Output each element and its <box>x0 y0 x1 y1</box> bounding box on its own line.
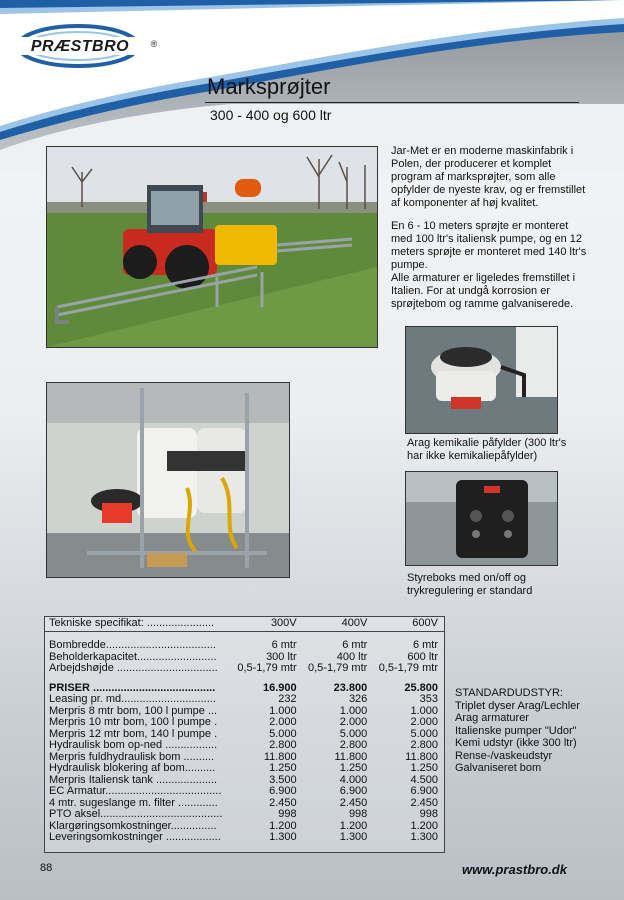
table-cell: 1.000 <box>339 704 368 717</box>
table-cell: Hydraulisk bom op-ned ................. <box>49 740 218 751</box>
table-cell: Leasing pr. md............................... <box>49 694 216 705</box>
table-row <box>45 775 444 787</box>
table-cell: 1.250 <box>339 762 368 774</box>
table-cell: 2.450 <box>269 796 297 809</box>
table-row <box>45 694 444 706</box>
table-cell: 11.800 <box>405 750 438 763</box>
title-rule <box>205 102 579 103</box>
table-cell: 1.300 <box>269 831 297 843</box>
table-cell: 6 mtr <box>342 639 368 651</box>
table-row <box>45 786 444 798</box>
svg-text:PRÆSTBRO: PRÆSTBRO <box>30 38 130 55</box>
standard-item: Galvaniseret bom <box>455 762 542 774</box>
intro-text <box>391 145 591 321</box>
control-box-caption: Styreboks med on/off og trykregulering er standard <box>407 572 533 597</box>
table-cell: Merpris fuldhydraulisk bom .......... <box>49 751 215 763</box>
page-subtitle: 300 - 400 og 600 ltr <box>210 107 332 123</box>
table-cell: 6.900 <box>339 785 368 797</box>
table-cell: 11.800 <box>334 750 368 763</box>
svg-text:®: ® <box>150 39 158 49</box>
table-row <box>45 798 444 810</box>
table-row <box>45 729 444 741</box>
table-row <box>45 752 444 764</box>
table-cell: 1.250 <box>269 762 297 774</box>
table-cell: 2.450 <box>410 796 438 809</box>
table-cell: PRISER ........................................ <box>49 682 216 694</box>
table-cell: 0,5-1,79 mtr <box>307 662 368 674</box>
spec-price-table <box>44 616 445 853</box>
table-row <box>45 809 444 821</box>
table-cell: Beholderkapacitet.......................... <box>49 651 217 663</box>
table-cell: 2.000 <box>269 716 297 728</box>
standard-heading: STANDARDUDSTYR: <box>455 687 563 699</box>
table-cell: 4.500 <box>410 773 438 786</box>
table-cell: 1.250 <box>410 762 438 774</box>
table-cell: Hydraulisk blokering af bom.......... <box>49 763 216 774</box>
table-cell: Arbejdshøjde ................................. <box>49 663 218 674</box>
standard-item: Rense-/vaskeudstyr <box>455 749 553 762</box>
standard-item: Arag armaturer <box>455 712 529 724</box>
table-cell: Merpris 12 mtr bom, 140 l pumpe . <box>49 728 218 740</box>
prices-header-row <box>45 683 444 695</box>
table-cell: 0,5-1,79 mtr <box>237 662 297 674</box>
table-cell: 2.800 <box>410 739 438 751</box>
table-cell: 600 ltr <box>407 650 438 663</box>
intro-paragraph: En 6 - 10 meters sprøjte er monteret med 100 ltr's italiensk pumpe, og en 12 meters sprøjte er monteret med 140 ltr's pumpe. <box>391 220 587 271</box>
table-cell: 6 mtr <box>271 639 297 651</box>
table-cell: EC Armatur...................................... <box>49 786 222 797</box>
intro-paragraph: Jar-Met er en moderne maskinfabrik i Polen, der producerer et komplet program af marksprøjter, som alle opfylder de nyeste krav, og er fremstillet af komponenter af høj kvalitet. <box>391 145 586 209</box>
table-cell: 300 ltr <box>266 650 297 663</box>
page-number: 88 <box>40 862 53 874</box>
table-cell: 4.000 <box>339 773 368 786</box>
website-link[interactable]: www.prastbro.dk <box>462 862 567 877</box>
table-cell: Merpris Italiensk tank .................... <box>49 774 218 786</box>
table-header-cell: 400V <box>303 617 374 632</box>
table-row <box>45 763 444 775</box>
table-cell: 2.000 <box>410 716 438 728</box>
control-box-photo <box>405 471 558 566</box>
table-cell: 2.450 <box>339 796 368 809</box>
table-header-cell: Tekniske specifikat: ...................... <box>45 617 232 632</box>
table-cell: 353 <box>419 693 438 705</box>
table-cell: 1.200 <box>269 819 297 832</box>
table-row <box>45 706 444 718</box>
table-cell: 2.800 <box>269 739 297 751</box>
table-cell: 1.300 <box>339 831 368 843</box>
table-row <box>45 717 444 729</box>
table-cell: Bombredde.................................... <box>49 640 216 651</box>
table-cell: 5.000 <box>410 727 438 740</box>
page-title: Marksprøjter <box>207 74 331 99</box>
table-cell: 232 <box>278 693 297 705</box>
table-header-cell: 300V <box>232 617 303 632</box>
table-cell: 1.000 <box>269 704 297 717</box>
table-cell: Klargøringsomkostninger............... <box>49 820 217 832</box>
table-row <box>45 663 444 675</box>
table-cell: 1.000 <box>410 704 438 717</box>
praestbro-logo <box>10 20 160 72</box>
table-cell: 6 mtr <box>412 639 438 651</box>
intro-paragraph: Alle armaturer er ligeledes fremstillet i Italien. For at undgå korrosion er sprøjtebom og ramme galvaniserede. <box>391 272 576 310</box>
table-cell: 0,5-1,79 mtr <box>378 662 438 674</box>
table-cell: 1.200 <box>339 819 368 832</box>
table-row <box>45 821 444 833</box>
table-cell: 400 ltr <box>336 650 368 663</box>
table-cell: 4 mtr. sugeslange m. filter ............. <box>49 797 218 809</box>
standard-item: Triplet dyser Arag/Lechler <box>455 699 580 712</box>
table-cell: 16.900 <box>262 681 297 694</box>
standard-item: Kemi udstyr (ikke 300 ltr) <box>455 737 577 749</box>
table-cell: 1.300 <box>410 831 438 843</box>
table-cell: 998 <box>278 808 297 820</box>
table-cell: 6.900 <box>269 785 297 797</box>
table-cell: 3.500 <box>269 773 297 786</box>
table-cell: Leveringsomkostninger .................. <box>49 832 221 843</box>
table-row <box>45 740 444 752</box>
table-cell: 5.000 <box>339 727 368 740</box>
table-cell: Merpris 8 mtr bom, 100 l pumpe ... <box>49 705 218 717</box>
tractor-sprayer-photo <box>46 146 378 348</box>
table-cell: 6.900 <box>410 785 438 797</box>
table-cell: 25.800 <box>404 681 438 694</box>
table-cell: 23.800 <box>333 681 368 694</box>
table-cell: 5.000 <box>269 727 297 740</box>
chemical-filler-photo <box>405 326 558 434</box>
table-cell: Merpris 10 mtr bom, 100 l pumpe . <box>49 717 218 728</box>
table-cell: 2.000 <box>339 716 368 728</box>
table-cell: PTO aksel........................................ <box>49 809 223 820</box>
table-cell: 326 <box>348 693 368 705</box>
table-header-row <box>45 617 444 632</box>
table-cell: 1.200 <box>410 819 438 832</box>
chemical-filler-caption: Arag kemikalie påfylder (300 ltr's har ikke kemikaliepåfylder) <box>407 437 567 462</box>
table-cell: 11.800 <box>263 750 297 763</box>
table-row <box>45 640 444 652</box>
sprayer-detail-photo <box>46 382 290 578</box>
standard-item: Italienske pumper "Udor" <box>455 724 577 737</box>
standard-equipment <box>455 687 580 775</box>
table-header-cell: 600V <box>373 617 444 632</box>
table-cell: 998 <box>348 808 368 820</box>
table-row <box>45 832 444 844</box>
table-cell: 2.800 <box>339 739 368 751</box>
table-cell: 998 <box>419 808 438 820</box>
